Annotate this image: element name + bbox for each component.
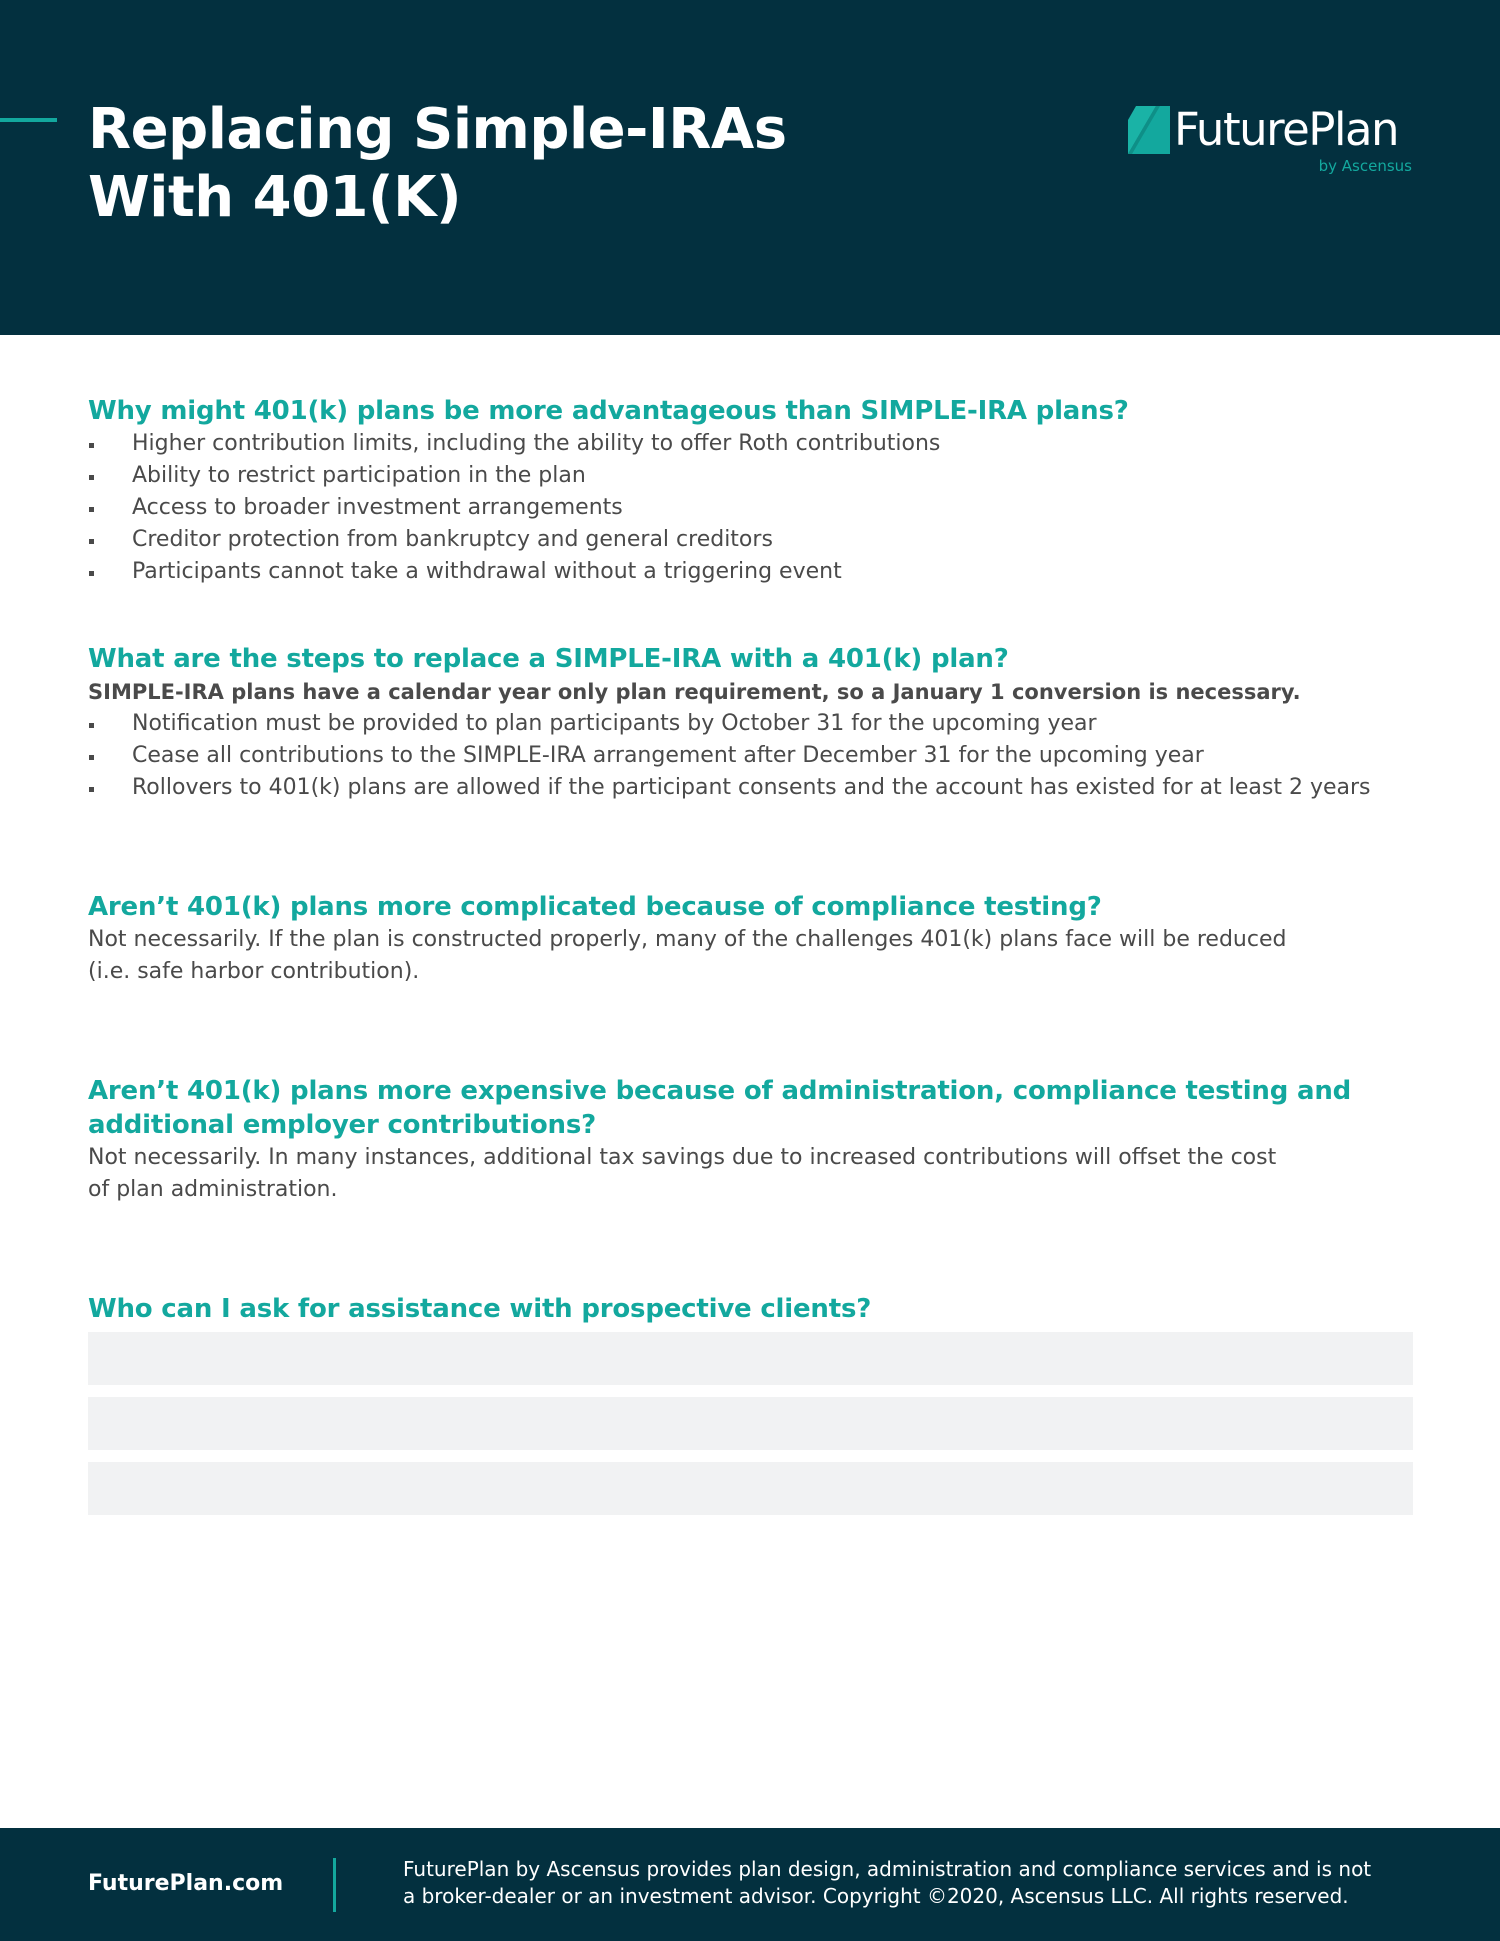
list-item bbox=[88, 556, 1413, 588]
bullet-marker-icon bbox=[89, 443, 94, 448]
page-footer bbox=[0, 1828, 1500, 1941]
list-item bbox=[88, 428, 1413, 460]
list-item-text: Notification must be provided to plan participants by October 31 for the upcoming year bbox=[132, 711, 1097, 736]
section-question: Who can I ask for assistance with prospective clients? bbox=[88, 1294, 872, 1324]
list-item-text: Participants cannot take a withdrawal without a triggering event bbox=[132, 559, 842, 584]
list-item bbox=[88, 524, 1413, 556]
bullet-list bbox=[88, 428, 1413, 588]
section-advantages bbox=[88, 394, 1413, 588]
footer-legal-line: a broker-dealer or an investment advisor. Copyright ©2020, Ascensus LLC. All rights reserved. bbox=[403, 1884, 1349, 1908]
bullet-marker-icon bbox=[89, 539, 94, 544]
bullet-marker-icon bbox=[89, 571, 94, 576]
contact-fields bbox=[88, 1332, 1413, 1515]
bullet-marker-icon bbox=[89, 507, 94, 512]
list-item bbox=[88, 772, 1413, 804]
section-expense bbox=[88, 1074, 1413, 1206]
footer-divider bbox=[333, 1858, 336, 1912]
logo-subtitle: by Ascensus bbox=[1318, 157, 1412, 175]
footer-website: FuturePlan.com bbox=[88, 1871, 284, 1896]
list-item-text: Access to broader investment arrangements bbox=[132, 495, 623, 520]
list-item bbox=[88, 460, 1413, 492]
list-item bbox=[88, 492, 1413, 524]
list-item-text: Higher contribution limits, including the ability to offer Roth contributions bbox=[132, 431, 941, 456]
page-title-line-1: Replacing Simple-IRAs bbox=[88, 97, 787, 162]
section-answer-line: Not necessarily. In many instances, additional tax savings due to increased contributions will offset the cost bbox=[88, 1145, 1277, 1170]
futureplan-logo-icon bbox=[1128, 106, 1170, 154]
futureplan-logo bbox=[1128, 104, 1418, 180]
bullet-list bbox=[88, 708, 1413, 804]
section-answer-line: of plan administration. bbox=[88, 1177, 338, 1202]
page-header bbox=[0, 0, 1500, 335]
contact-field-2[interactable] bbox=[88, 1397, 1413, 1450]
contact-field-3[interactable] bbox=[88, 1462, 1413, 1515]
footer-legal-text bbox=[403, 1856, 1463, 1910]
section-question-line: Aren’t 401(k) plans more expensive because of administration, compliance testing and bbox=[88, 1076, 1352, 1106]
list-item-text: Ability to restrict participation in the plan bbox=[132, 463, 586, 488]
section-answer-line: Not necessarily. If the plan is constructed properly, many of the challenges 401(k) plans face will be reduced bbox=[88, 927, 1287, 952]
list-item bbox=[88, 708, 1413, 740]
bullet-marker-icon bbox=[89, 787, 94, 792]
section-answer bbox=[88, 1142, 1413, 1206]
section-question bbox=[88, 1074, 1413, 1142]
page-title bbox=[88, 96, 988, 232]
section-answer-line: (i.e. safe harbor contribution). bbox=[88, 959, 420, 984]
main-content bbox=[88, 394, 1413, 1527]
section-answer bbox=[88, 924, 1413, 988]
bullet-marker-icon bbox=[89, 755, 94, 760]
contact-field-1[interactable] bbox=[88, 1332, 1413, 1385]
section-question: Why might 401(k) plans be more advantageous than SIMPLE-IRA plans? bbox=[88, 396, 1129, 426]
section-question: What are the steps to replace a SIMPLE-IRA with a 401(k) plan? bbox=[88, 644, 1009, 674]
section-note: SIMPLE-IRA plans have a calendar year only plan requirement, so a January 1 conversion is necessary. bbox=[88, 680, 1301, 704]
bullet-marker-icon bbox=[89, 723, 94, 728]
section-compliance-testing bbox=[88, 890, 1413, 988]
list-item-text: Cease all contributions to the SIMPLE-IRA arrangement after December 31 for the upcoming year bbox=[132, 743, 1204, 768]
list-item-text: Creditor protection from bankruptcy and general creditors bbox=[132, 527, 773, 552]
header-accent-bar bbox=[0, 118, 57, 122]
list-item bbox=[88, 740, 1413, 772]
section-question-line: additional employer contributions? bbox=[88, 1110, 597, 1140]
section-question: Aren’t 401(k) plans more complicated because of compliance testing? bbox=[88, 892, 1102, 922]
footer-legal-line: FuturePlan by Ascensus provides plan design, administration and compliance services and is not bbox=[403, 1857, 1372, 1881]
bullet-marker-icon bbox=[89, 475, 94, 480]
section-replacement-steps bbox=[88, 642, 1413, 804]
logo-wordmark: FuturePlan bbox=[1174, 103, 1399, 156]
page-title-line-2: With 401(K) bbox=[88, 165, 462, 230]
list-item-text: Rollovers to 401(k) plans are allowed if the participant consents and the account has existed for at least 2 years bbox=[132, 775, 1371, 800]
section-assistance bbox=[88, 1292, 1413, 1515]
